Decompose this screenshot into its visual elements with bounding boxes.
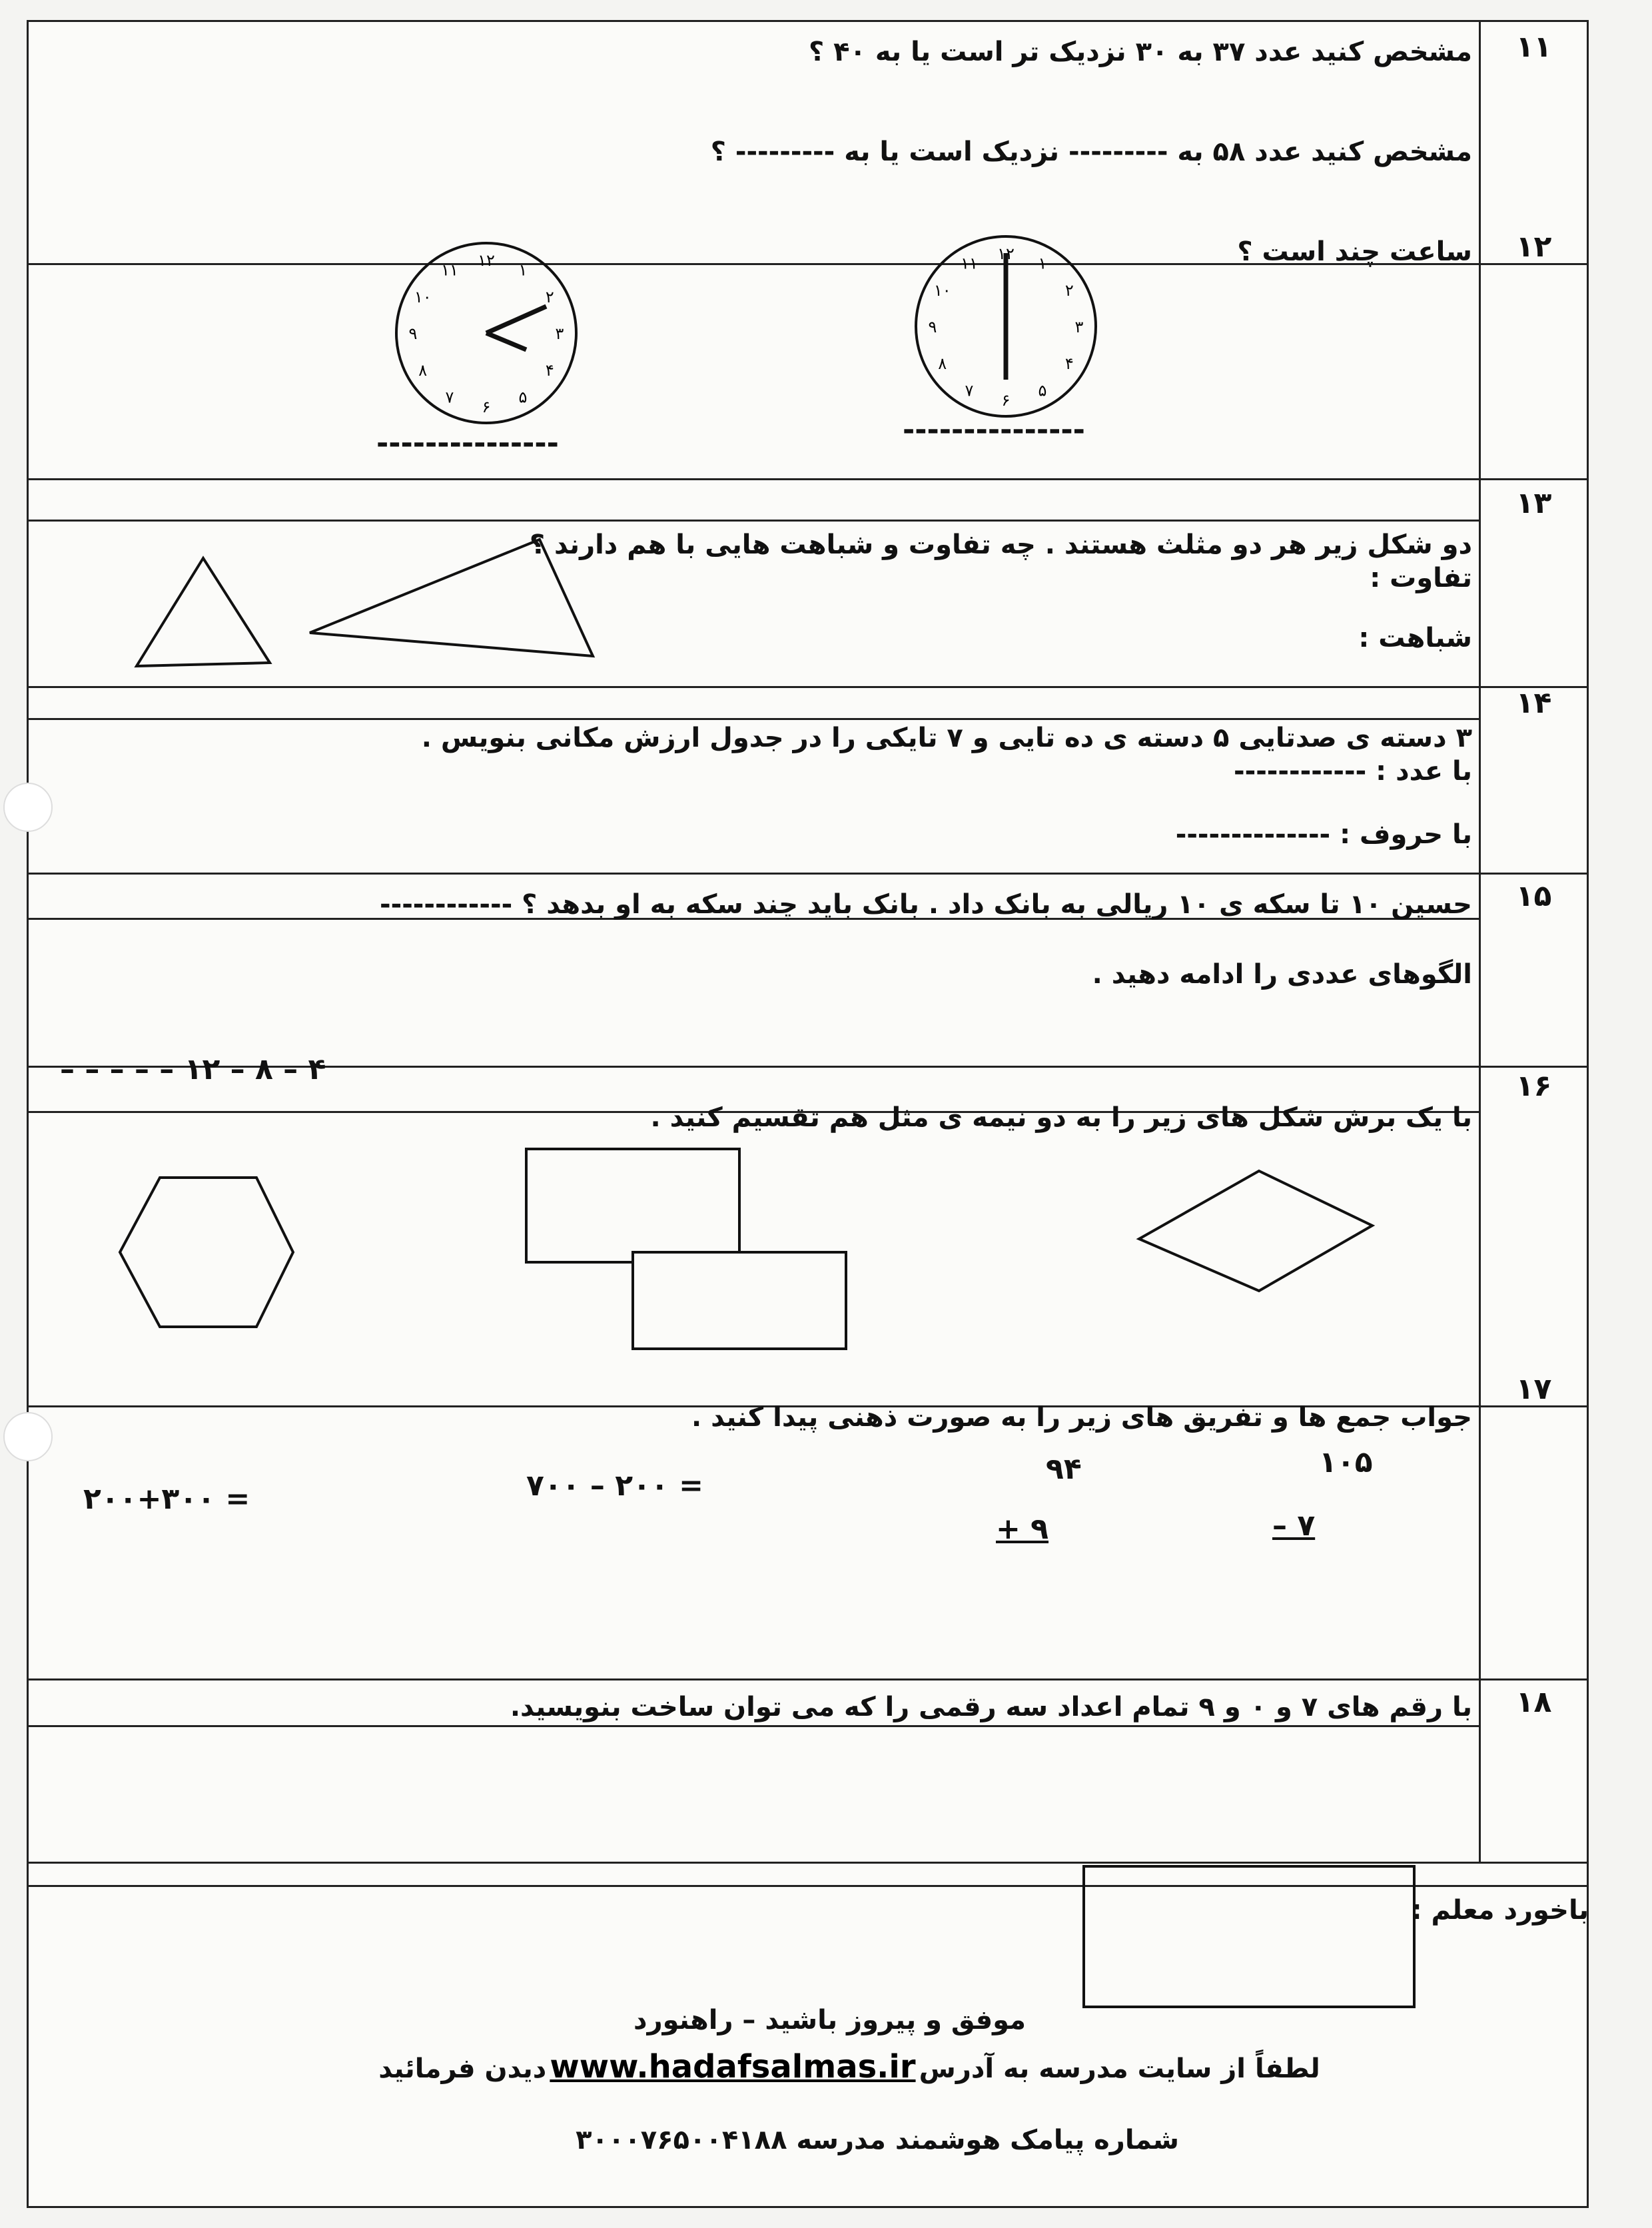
question-12-prompt: ساعت چند است ؟ [1237, 236, 1472, 267]
clock-digit: ۵ [1038, 381, 1047, 400]
clock-right [906, 226, 1106, 426]
equilateral-triangle [130, 553, 276, 673]
clock-digit: ۱۰ [414, 288, 432, 306]
clock-digit: ۳ [1074, 318, 1084, 336]
question-15-prompt: حسین ۱۰ تا سکه ی ۱۰ ریالی به بانک داد . بانک باید چند سکه به او بدهد ؟ ------------ [379, 889, 1472, 920]
similarity-label: شباهت : [1358, 623, 1472, 653]
column-subtraction-top: ۱۰۵ [1319, 1445, 1373, 1479]
row-divider [27, 1725, 1479, 1727]
sms-number: شماره پیامک هوشمند مدرسه ۳۰۰۰۷۶۵۰۰۴۱۸۸ [576, 2125, 1179, 2155]
question-11-line-1: مشخص کنید عدد ۳۷ به ۳۰ نزدیک تر است یا به ۴۰ ؟ [809, 37, 1472, 67]
question-11-line-2: مشخص کنید عدد ۵۸ به --------- نزدیک است یا به --------- ؟ [710, 137, 1472, 167]
clock-digit: ۲ [545, 288, 554, 306]
words-answer-line: با حروف : -------------- [1175, 819, 1472, 850]
website-line [366, 2048, 1332, 2085]
question-number: ۱۷ [1515, 1372, 1552, 1406]
closing-wish: موفق و پیروز باشید – راهنورد [633, 2005, 1026, 2036]
question-number: ۱۱ [1515, 30, 1552, 64]
overlapping-rectangles [520, 1142, 853, 1355]
clock-digit: ۹ [408, 324, 418, 343]
clock-digit: ۶ [1001, 391, 1011, 410]
clock-digit: ۱۱ [441, 260, 458, 280]
clock-digit: ۱۲ [997, 244, 1015, 263]
difference-label: تفاوت : [1370, 563, 1472, 593]
clock-digit: ۸ [418, 361, 428, 380]
pattern-prompt: الگوهای عددی را ادامه دهید . [1092, 959, 1472, 990]
clock-digit: ۴ [1064, 354, 1074, 373]
row-divider [27, 520, 1479, 522]
clock-digit: ۱ [518, 260, 528, 280]
obtuse-triangle [306, 533, 600, 659]
clock-digit: ۹ [928, 318, 937, 336]
expression-addition: ۲۰۰+۳۰۰ = [83, 1482, 250, 1516]
visit-text-after: دیدن فرمائید [378, 2053, 547, 2084]
clock-digit: ۳ [555, 324, 564, 343]
question-number: ۱۵ [1515, 879, 1552, 913]
clock-digit: ۷ [965, 381, 974, 400]
clock-digit: ۷ [445, 388, 454, 407]
clock-digit: ۱۰ [933, 281, 951, 300]
hexagon-shape [113, 1172, 300, 1332]
clock-digit: ۱۲ [478, 251, 495, 270]
question-number: ۱۸ [1515, 1685, 1552, 1719]
row-divider [27, 686, 1589, 688]
punch-hole-bottom [3, 1412, 53, 1461]
clock-digit: ۸ [938, 354, 947, 373]
question-13-prompt: دو شکل زیر هر دو مثلث هستند . چه تفاوت و شباهت هایی با هم دارند ؟ [529, 530, 1472, 560]
teacher-feedback-label: باخورد معلم : [1411, 1895, 1589, 1926]
number-answer-line: با عدد : ------------ [1234, 756, 1472, 787]
rhombus-shape [1132, 1166, 1379, 1299]
punch-hole-top [3, 783, 53, 832]
clock-digit: ۵ [518, 388, 528, 407]
school-website-link[interactable]: www.hadafsalmas.ir [550, 2048, 916, 2085]
answer-line-left-clock: --------------- [376, 426, 559, 460]
clock-digit: ۲ [1064, 281, 1074, 300]
question-number: ۱۲ [1515, 230, 1552, 264]
row-divider [27, 1862, 1589, 1864]
question-18-prompt: با رقم های ۷ و ۰ و ۹ تمام اعداد سه رقمی را که می توان ساخت بنویسید. [510, 1692, 1472, 1722]
question-number: ۱۴ [1515, 686, 1552, 720]
answer-line-right-clock: --------------- [903, 413, 1085, 447]
column-subtraction-bottom: – ۷ [1272, 1509, 1316, 1543]
clock-digit: ۱۱ [961, 254, 978, 273]
row-divider [27, 718, 1479, 720]
clock-left [360, 240, 600, 426]
clock-digit: ۱ [1038, 254, 1047, 273]
number-column-divider [1479, 20, 1481, 1862]
number-pattern: ۴ – ۸ – ۱۲ – – – – – [60, 1052, 326, 1086]
question-number: ۱۶ [1515, 1069, 1552, 1103]
row-divider [27, 1678, 1589, 1680]
row-divider [27, 478, 1589, 480]
question-16-prompt: با یک برش شکل های زیر را به دو نیمه ی مثل هم تقسیم کنید . [650, 1102, 1472, 1133]
question-17-prompt: جواب جمع ها و تفریق های زیر را به صورت ذهنی پیدا کنید . [691, 1402, 1472, 1433]
teacher-feedback-box [1082, 1865, 1416, 2008]
clock-digit: ۴ [545, 361, 554, 380]
question-number: ۱۳ [1515, 486, 1552, 520]
row-divider [27, 873, 1589, 875]
clock-digit: ۶ [482, 398, 491, 416]
expression-subtraction: ۷۰۰ – ۲۰۰ = [526, 1469, 703, 1503]
column-addition-top: ۹۴ [1046, 1452, 1082, 1486]
question-14-prompt: ۳ دسته ی صدتایی ۵ دسته ی ده تایی و ۷ تایکی را در جدول ارزش مکانی بنویس . [421, 723, 1472, 753]
visit-text-before: لطفاً از سایت مدرسه به آدرس [919, 2053, 1320, 2084]
column-addition-bottom: + ۹ [996, 1512, 1049, 1546]
